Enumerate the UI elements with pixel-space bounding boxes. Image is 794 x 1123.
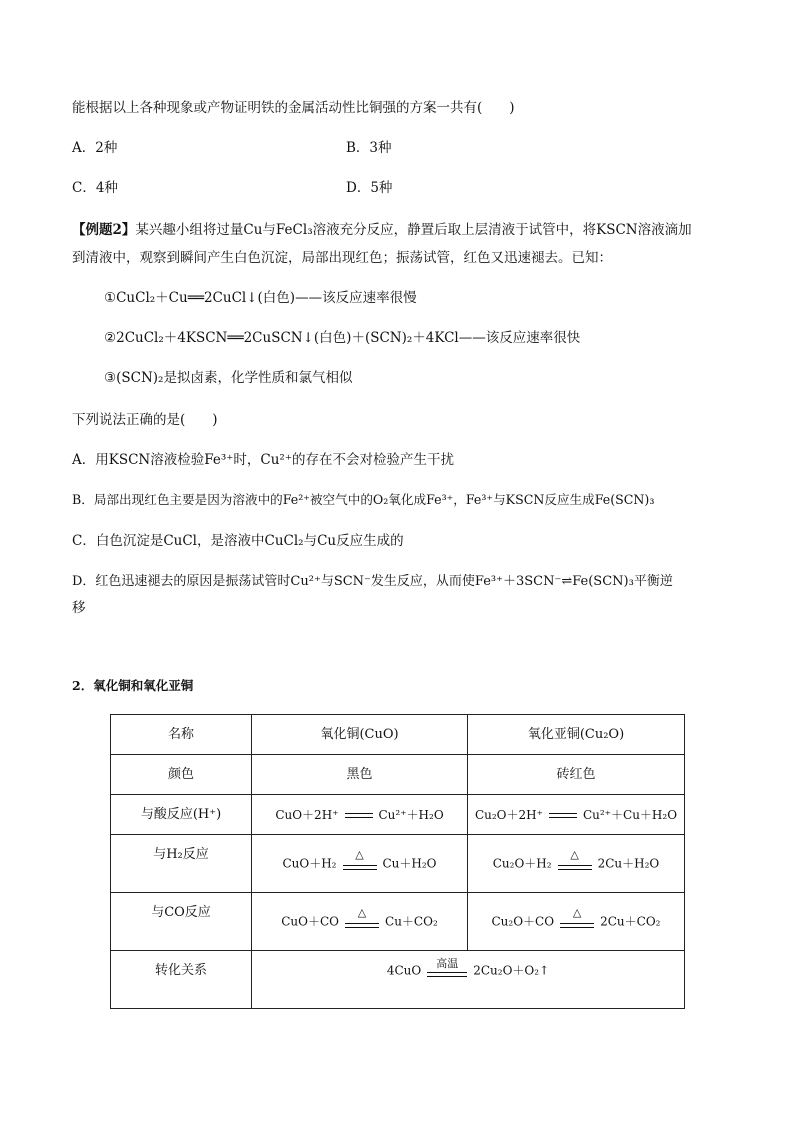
table-row <box>111 755 685 795</box>
option-a: A．2种 <box>72 140 118 156</box>
option-c: C．4种 <box>72 180 118 196</box>
example-intro-line1: 某兴趣小组将过量Cu与FeCl₃溶液充分反应，静置后取上层清液于试管中，将KSCN溶液滴加 <box>135 222 692 238</box>
example-intro-line2: 到清液中，观察到瞬间产生白色沉淀，局部出现红色；振荡试管，红色又迅速褪去。已知： <box>72 250 612 266</box>
example-question: 下列说法正确的是( ) <box>72 412 218 428</box>
copper-oxide-table <box>110 714 685 1009</box>
eq-right: Cu²⁺＋H₂O <box>378 808 444 822</box>
cu2o-acid-eq <box>468 795 685 835</box>
eq-left: Cu₂O＋CO <box>491 914 555 928</box>
example-option-b: B．局部出现红色主要是因为溶液中的Fe²⁺被空气中的O₂氧化成Fe³⁺，Fe³⁺与KSCN反应生成Fe(SCN)₃ <box>72 492 655 507</box>
cuo-color: 黑色 <box>252 755 468 795</box>
heat-arrow-icon <box>345 905 379 932</box>
conversion-eq <box>252 951 685 1009</box>
table-row <box>111 795 685 835</box>
eq-left: CuO＋2H⁺ <box>275 808 339 822</box>
table-row <box>111 893 685 951</box>
condition-label: △ <box>357 905 367 919</box>
eq-right: Cu²⁺＋Cu＋H₂O <box>582 808 678 822</box>
cu2o-color: 砖红色 <box>468 755 685 795</box>
table-header-row <box>111 715 685 755</box>
eq-left: CuO＋CO <box>281 914 340 928</box>
equals-arrow-icon <box>549 813 577 819</box>
cuo-acid-eq <box>252 795 468 835</box>
eq-left: CuO＋H₂ <box>282 856 337 870</box>
cu2o-co-eq <box>468 893 685 951</box>
row-label-conversion: 转化关系 <box>111 951 252 1009</box>
example-option-d: D．红色迅速褪去的原因是振荡试管时Cu²⁺与SCN⁻发生反应，从而使Fe³⁺＋3SCN⁻⇌Fe(SCN)₃平衡逆 <box>72 574 673 589</box>
row-label-color: 颜色 <box>111 755 252 795</box>
eq-left: Cu₂O＋H₂ <box>492 856 552 870</box>
option-d: D．5种 <box>346 180 393 196</box>
option-b: B．3种 <box>346 140 392 156</box>
eq-left: Cu₂O＋2H⁺ <box>474 808 543 822</box>
header-name: 名称 <box>111 715 252 755</box>
example-tag: 【例题2】 <box>72 222 136 238</box>
row-label-acid: 与酸反应(H⁺) <box>111 795 252 835</box>
eq-right: 2Cu＋CO₂ <box>600 914 661 928</box>
cu2o-h2-eq <box>468 835 685 893</box>
question1-stem: 能根据以上各种现象或产物证明铁的金属活动性比铜强的方案一共有( ) <box>72 100 515 116</box>
heat-arrow-icon <box>558 847 592 874</box>
cuo-h2-eq <box>252 835 468 893</box>
condition-label: △ <box>572 905 582 919</box>
section-heading: 2．氧化铜和氧化亚铜 <box>72 678 194 693</box>
known-fact-2: ②2CuCl₂＋4KSCN══2CuSCN↓(白色)＋(SCN)₂＋4KCl——该反应速率很快 <box>104 330 581 346</box>
row-label-h2: 与H₂反应 <box>111 835 252 893</box>
heat-arrow-icon <box>343 847 377 874</box>
eq-left: 4CuO <box>386 963 422 978</box>
eq-right: 2Cu＋H₂O <box>597 856 660 870</box>
condition-label: △ <box>570 847 579 861</box>
example-option-d-cont: 移 <box>72 600 86 616</box>
example-option-c: C．白色沉淀是CuCl，是溶液中CuCl₂与Cu反应生成的 <box>72 533 404 549</box>
header-cuo: 氧化铜(CuO) <box>252 715 468 755</box>
heat-arrow-icon <box>560 905 594 932</box>
condition-label: △ <box>355 847 364 861</box>
example2-intro <box>72 218 692 238</box>
example-option-a: A．用KSCN溶液检验Fe³⁺时，Cu²⁺的存在不会对检验产生干扰 <box>72 452 454 468</box>
table-row <box>111 951 685 1009</box>
known-fact-3: ③(SCN)₂是拟卤素，化学性质和氯气相似 <box>104 370 353 386</box>
eq-right: 2Cu₂O＋O₂↑ <box>473 963 550 978</box>
table-row <box>111 835 685 893</box>
eq-right: Cu＋CO₂ <box>385 914 438 928</box>
high-temp-arrow-icon <box>427 957 467 981</box>
known-fact-1: ①CuCl₂＋Cu══2CuCl↓(白色)——该反应速率很慢 <box>104 290 417 306</box>
row-label-co: 与CO反应 <box>111 893 252 951</box>
eq-right: Cu＋H₂O <box>382 856 437 870</box>
equals-arrow-icon <box>345 813 373 819</box>
header-cu2o: 氧化亚铜(Cu₂O) <box>468 715 685 755</box>
condition-label: 高温 <box>436 957 459 970</box>
cuo-co-eq <box>252 893 468 951</box>
